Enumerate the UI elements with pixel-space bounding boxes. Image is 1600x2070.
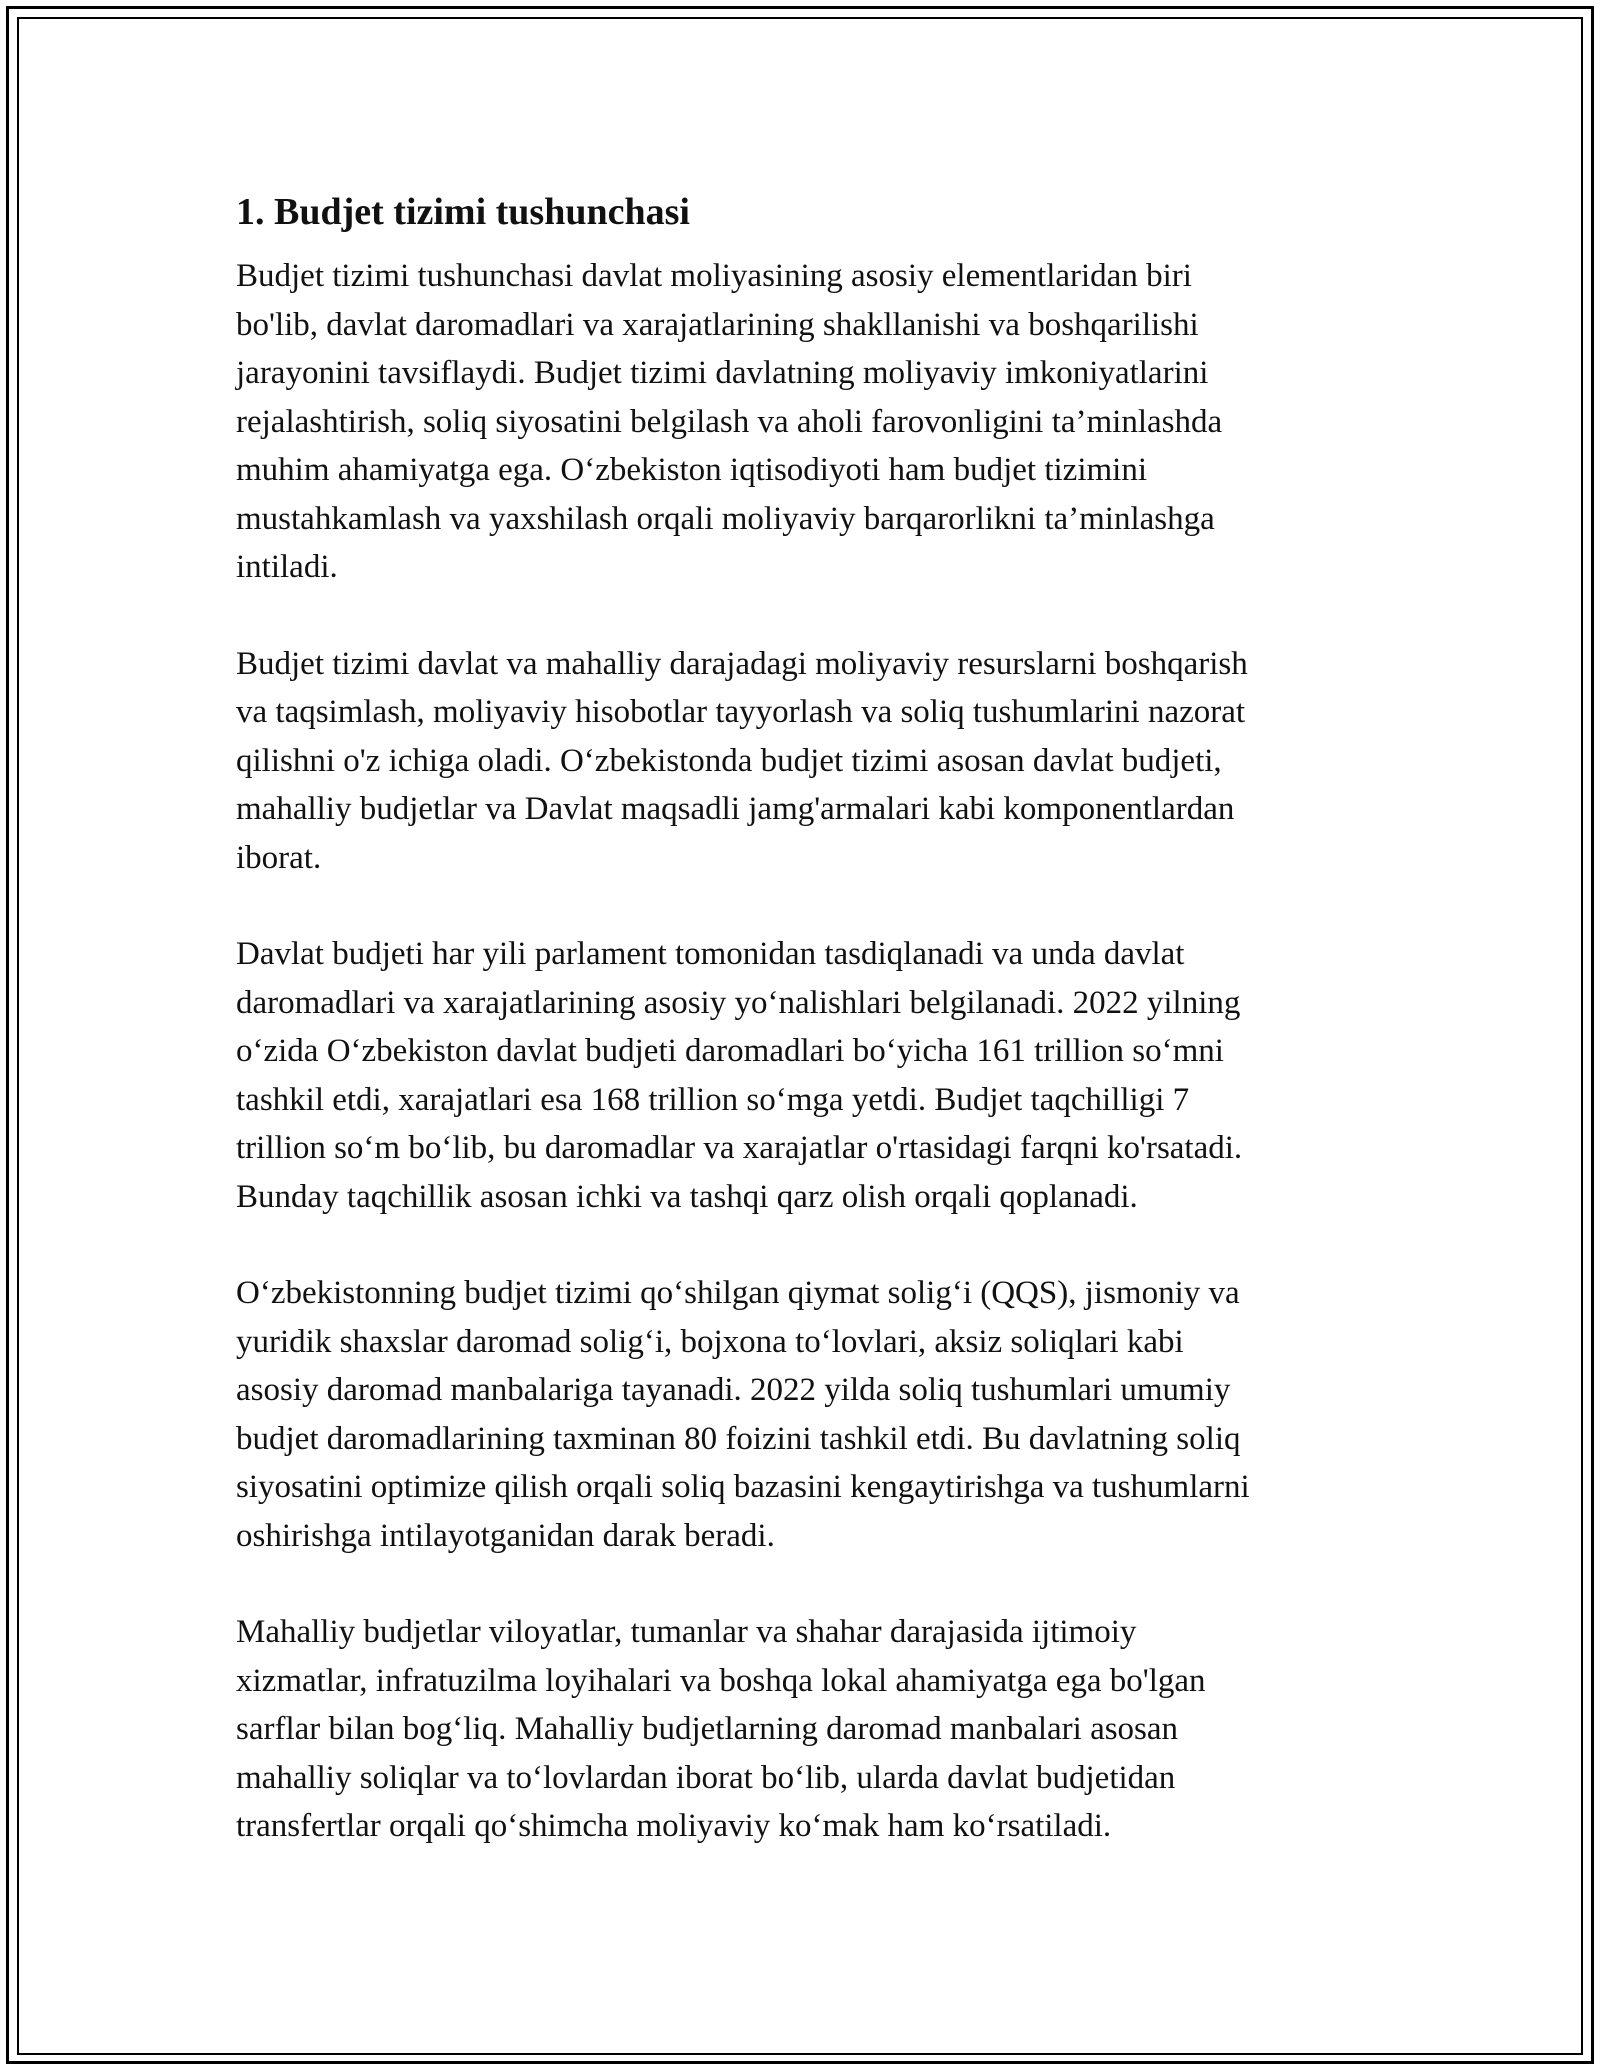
paragraph-3: Davlat budjeti har yili parlament tomonidan tasdiqlanadi va unda davlat daromadlari va xarajatlarining asosiy yo‘nalishlari belgilanadi. 2022 yilning o‘zida O‘zbekiston davlat budjeti daromadlari bo‘yicha 161 trillion so‘mni tashkil etdi, xarajatlari esa 168 trillion so‘mga yetdi. Budjet taqchilligi 7 trillion so‘m bo‘lib, bu daromadlar va xarajatlar o'rtasidagi farqni ko'rsatadi. Bunday taqchillik asosan ichki va tashqi qarz olish orqali qoplanadi. [236,936,1243,1215]
paragraph-5: Mahalliy budjetlar viloyatlar, tumanlar va shahar darajasida ijtimoiy xizmatlar, infratuzilma loyihalari va boshqa lokal ahamiyatga ega bo'lgan sarflar bilan bog‘liq. Mahalliy budjetlarning daromad manbalari asosan mahalliy soliqlar va to‘lovlardan iborat bo‘lib, ularda davlat budjetidan transfertlar orqali qo‘shimcha moliyaviy ko‘mak ham ko‘rsatiladi. [236,1614,1206,1844]
paragraph-2: Budjet tizimi davlat va mahalliy darajadagi moliyaviy resurslarni boshqarish va taqsimlash, moliyaviy hisobotlar tayyorlash va soliq tushumlarini nazorat qilishni o'z ichiga oladi. O‘zbekistonda budjet tizimi asosan davlat budjeti, mahalliy budjetlar va Davlat maqsadli jamg'armalari kabi komponentlardan iborat. [236,645,1248,876]
section-heading: 1. Budjet tizimi tushunchasi [236,191,690,233]
paragraph-4: O‘zbekistonning budjet tizimi qo‘shilgan qiymat solig‘i (QQS), jismoniy va yuridik shaxslar daromad solig‘i, bojxona to‘lovlari, aksiz soliqlari kabi asosiy daromad manbalariga tayanadi. 2022 yilda soliq tushumlari umumiy budjet daromadlarining taxminan 80 foizini tashkil etdi. Bu davlatning soliq siyosatini optimize qilish orqali soliq bazasini kengaytirishga va tushumlarni oshirishga intilayotganidan darak beradi. [236,1275,1250,1554]
document-body [236,186,1376,1899]
paragraph-1: Budjet tizimi tushunchasi davlat moliyasining asosiy elementlaridan biri bo'lib, davlat daromadlari va xarajatlarining shakllanishi va boshqarilishi jarayonini tavsiflaydi. Budjet tizimi davlatning moliyaviy imkoniyatlarini rejalashtirish, soliq siyosatini belgilash va aholi farovonligini ta’minlashda muhim ahamiyatga ega. O‘zbekiston iqtisodiyoti ham budjet tizimini mustahkamlash va yaxshilash orqali moliyaviy barqarorlikni ta’minlashga intiladi. [236,258,1223,585]
